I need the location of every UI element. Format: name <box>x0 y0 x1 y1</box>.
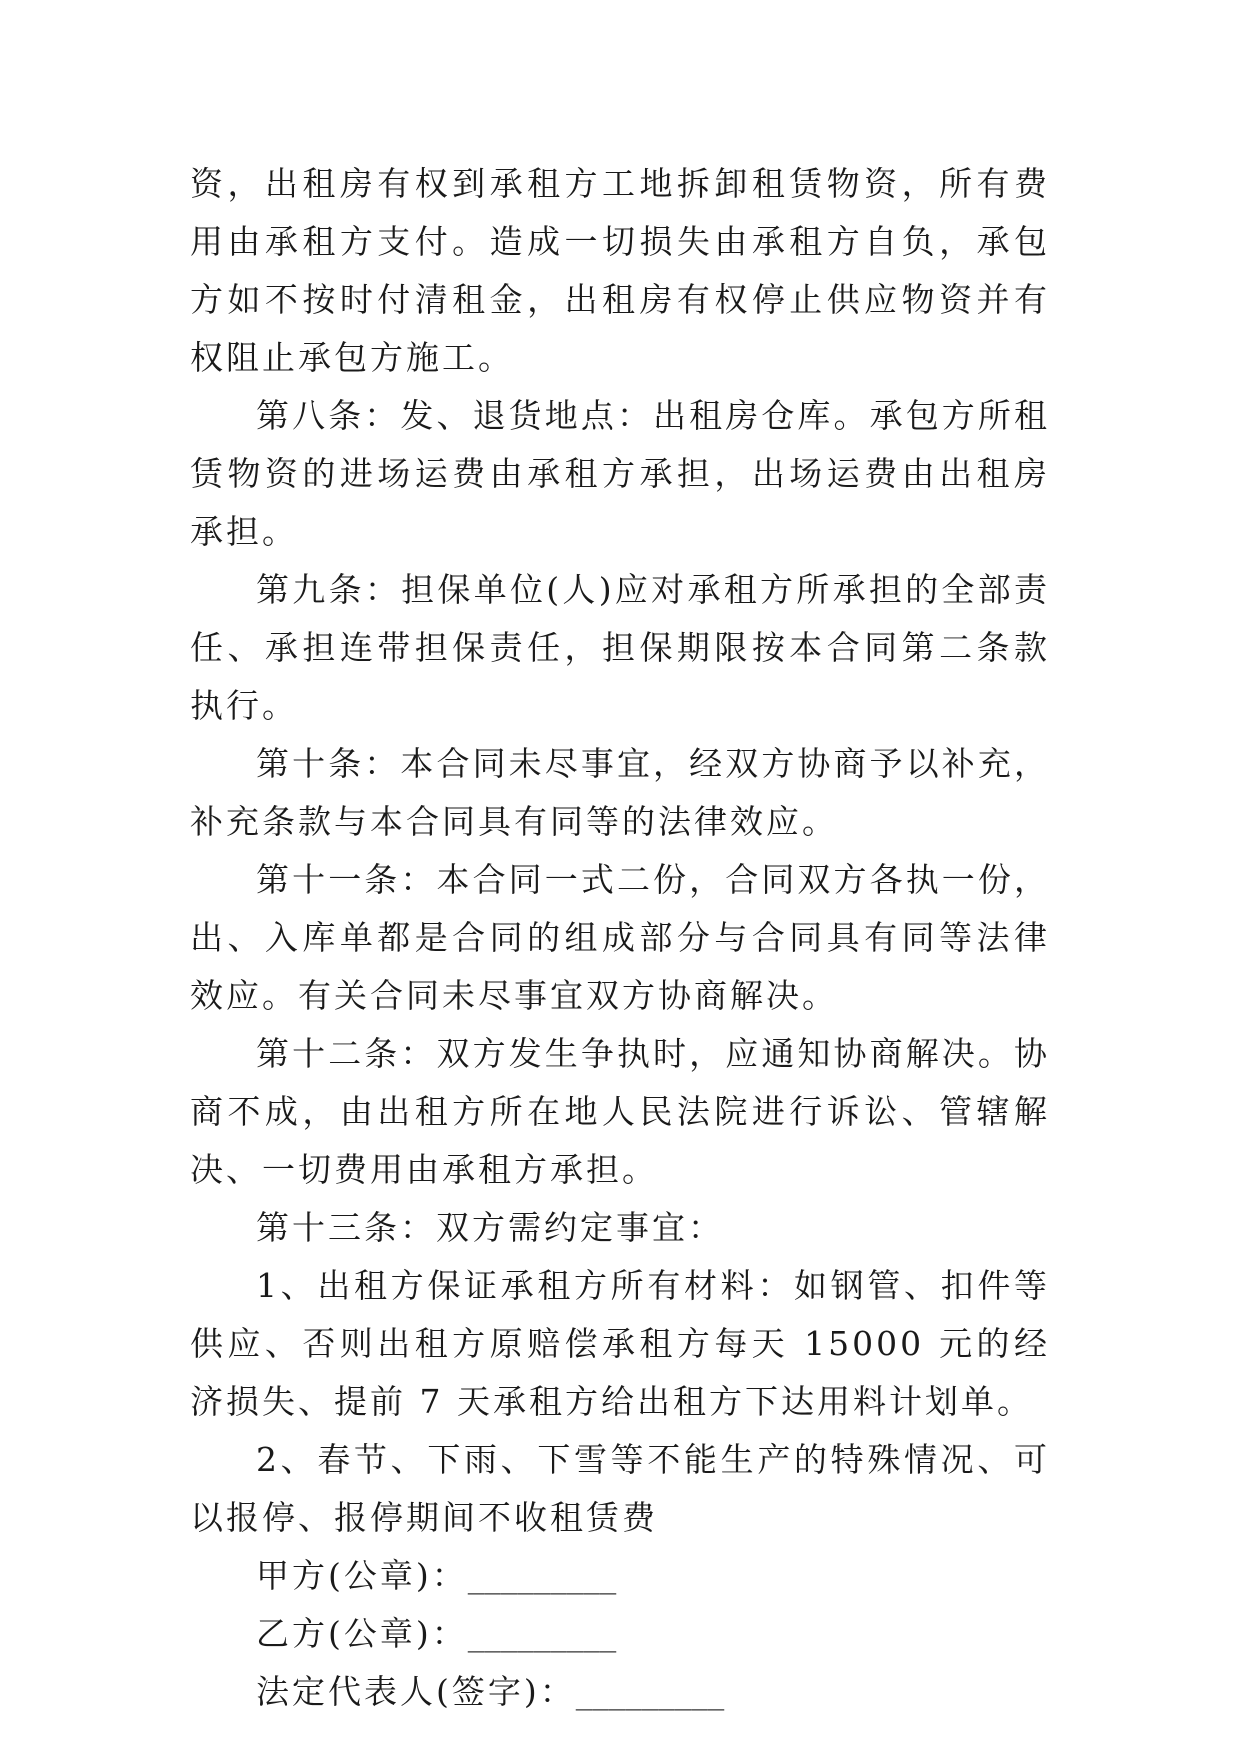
document-body <box>190 155 1050 1721</box>
signature-party-b-blank: _________ <box>467 1614 617 1653</box>
paragraph-item-2: 2、春节、下雨、下雪等不能生产的特殊情况、可以报停、报停期间不收租赁费 <box>190 1440 1050 1537</box>
signature-party-b-label: 乙方(公章)： <box>256 1614 468 1653</box>
signature-party-a <box>190 1547 1050 1605</box>
signature-legal-rep <box>190 1663 1050 1721</box>
signature-party-a-label: 甲方(公章)： <box>256 1556 468 1595</box>
paragraph-continuation: 资，出租房有权到承租方工地拆卸租赁物资，所有费用由承租方支付。造成一切损失由承租方自负，承包方如不按时付清租金，出租房有权停止供应物资并有权阻止承包方施工。 <box>190 164 1050 377</box>
paragraph-article-9: 第九条：担保单位(人)应对承租方所承担的全部责任、承担连带担保责任，担保期限按本合同第二条款执行。 <box>190 570 1050 725</box>
paragraph-article-10: 第十条：本合同未尽事宜，经双方协商予以补充，补充条款与本合同具有同等的法律效应。 <box>190 744 1050 841</box>
signature-legal-rep-blank: _________ <box>575 1672 725 1711</box>
signature-party-a-blank: _________ <box>467 1556 617 1595</box>
signature-party-b <box>190 1605 1050 1663</box>
signature-legal-rep-label: 法定代表人(签字)： <box>256 1672 576 1711</box>
paragraph-article-13: 第十三条：双方需约定事宜： <box>256 1208 724 1247</box>
paragraph-article-8: 第八条：发、退货地点：出租房仓库。承包方所租赁物资的进场运费由承租方承担，出场运费由出租房承担。 <box>190 396 1050 551</box>
paragraph-article-12: 第十二条：双方发生争执时，应通知协商解决。协商不成，由出租方所在地人民法院进行诉讼、管辖解决、一切费用由承租方承担。 <box>190 1034 1050 1189</box>
paragraph-item-1: 1、出租方保证承租方所有材料：如钢管、扣件等供应、否则出租方原赔偿承租方每天 15000 元的经济损失、提前 7 天承租方给出租方下达用料计划单。 <box>190 1266 1050 1421</box>
paragraph-article-11: 第十一条：本合同一式二份，合同双方各执一份，出、入库单都是合同的组成部分与合同具有同等法律效应。有关合同未尽事宜双方协商解决。 <box>190 860 1050 1015</box>
